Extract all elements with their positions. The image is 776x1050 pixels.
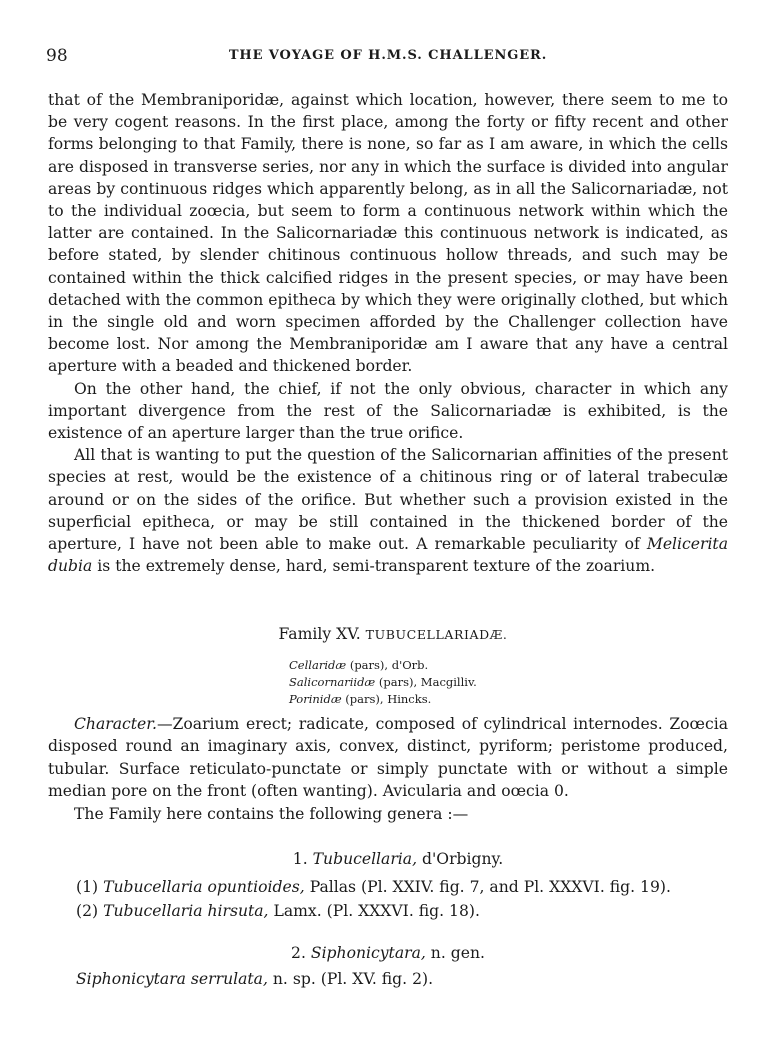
- species-reference: Lamx. (Pl. XXXVI. fig. 18).: [273, 902, 480, 920]
- family-name: TUBUCELLARIADÆ.: [365, 627, 508, 642]
- species-number: (2): [76, 902, 99, 920]
- synonym-author: (pars), d'Orb.: [349, 658, 429, 672]
- genus-author: n. gen.: [430, 944, 485, 962]
- species-entry: [76, 970, 433, 988]
- running-title: THE VOYAGE OF H.M.S. CHALLENGER.: [228, 48, 548, 63]
- synonym-list: [289, 657, 477, 708]
- character-label: Character.: [74, 715, 157, 733]
- family-section: [0, 625, 776, 706]
- character-section: [48, 713, 728, 825]
- synonym-name: Salicornariidæ: [289, 675, 376, 689]
- genera-intro: The Family here contains the following genera :—: [74, 804, 469, 823]
- species-name: Tubucellaria opuntioides,: [103, 878, 305, 896]
- genus-author: d'Orbigny.: [422, 850, 504, 868]
- paragraph: On the other hand, the chief, if not the only obvious, character in which any important divergence from the rest of the Salicornariadæ is exhibited, is the existence of an aperture larger than the true orifice.: [48, 379, 728, 443]
- species-reference: Pallas (Pl. XXIV. fig. 7, and Pl. XXXVI. fig. 19).: [309, 878, 671, 896]
- species-number: (1): [76, 878, 99, 896]
- page-header: [46, 46, 730, 70]
- genus-number: 2.: [291, 944, 306, 962]
- page-number: 98: [46, 46, 68, 66]
- main-text: [48, 89, 728, 577]
- paragraph-text: is the extremely dense, hard, semi-transparent texture of the zoarium.: [97, 557, 656, 576]
- synonym-item: [289, 674, 477, 691]
- genus-number: 1.: [292, 850, 308, 868]
- genus-heading: [0, 944, 776, 962]
- species-reference: n. sp. (Pl. XV. fig. 2).: [272, 970, 434, 988]
- synonym-author: (pars), Macgilliv.: [378, 675, 477, 689]
- character-paragraph: [48, 713, 728, 803]
- genus-heading: [0, 850, 776, 868]
- synonym-item: [289, 657, 477, 674]
- synonym-item: [289, 691, 477, 708]
- species-name: Tubucellaria hirsuta,: [103, 902, 269, 920]
- character-text: —Zoarium erect; radicate, composed of cylindrical internodes. Zoœcia disposed round an imaginary axis, convex, distinct, pyriform; peristome produced, tubular. Surface reticulato-punctate or simply punctate with or without a simple median pore on the front (often wanting). Avicularia and oœcia 0.: [48, 715, 728, 801]
- paragraph-text: All that is wanting to put the question of the Salicornarian affinities of the present species at rest, would be the existence of a chitinous ring or of lateral trabeculæ around or on the sides of the orifice. But whether such a provision existed in the superficial epitheca, or may be still contained in the thickened border of the aperture, I have not been able to make out. A remarkable peculiarity of: [48, 446, 728, 554]
- paragraph: [48, 444, 728, 577]
- species-entry: [76, 878, 671, 896]
- species-name: Siphonicytara serrulata,: [76, 970, 268, 988]
- family-prefix: Family XV.: [278, 625, 361, 643]
- synonym-name: Cellaridæ: [289, 658, 347, 672]
- genus-name: Siphonicytara,: [310, 944, 426, 962]
- synonym-name: Porinidæ: [289, 692, 342, 706]
- species-name: Melicerita dubia: [48, 535, 728, 576]
- family-heading: [0, 625, 776, 643]
- synonym-author: (pars), Hincks.: [345, 692, 432, 706]
- paragraph: that of the Membraniporidæ, against which location, however, there seem to me to be very cogent reasons. In the first place, among the forty or fifty recent and other forms belonging to that Family, there is none, so far as I am aware, in which the cells are disposed in transverse series, nor any in which the surface is divided into angular areas by continuous ridges which apparently belong, as in all the Salicornariadæ, not to the individual zoœcia, but seem to form a continuous network within which the latter are contained. In the Salicornariadæ this continuous network is indicated, as before stated, by slender chitinous continuous hollow threads, and such may be contained within the thick calcified ridges in the present species, or may have been detached with the common epitheca by which they were originally clothed, but which in the single old and worn specimen afforded by the Challenger collection have become lost. Nor among the Membraniporidæ am I aware that any have a central aperture with a beaded and thickened border.: [48, 91, 728, 376]
- species-entry: [76, 902, 480, 920]
- genus-name: Tubucellaria,: [312, 850, 418, 868]
